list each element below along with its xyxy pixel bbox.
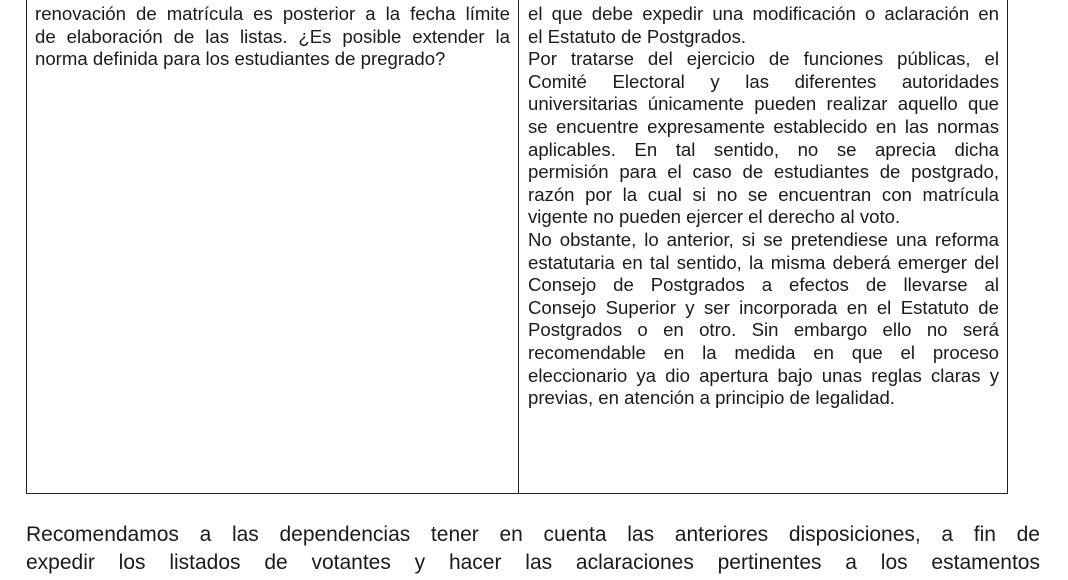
body-paragraph xyxy=(26,521,1040,577)
answer-line: recomendable en la medida en que el proceso xyxy=(528,341,999,363)
answer-line: el que debe expedir una modificación o aclaración en xyxy=(528,3,999,24)
answer-line: Consejo Superior y ser incorporada en el Estatuto de xyxy=(528,296,999,318)
answer-line: eleccionario ya dio apertura bajo unas reglas claras y xyxy=(528,364,999,386)
answer-line: el Estatuto de Postgrados. xyxy=(528,25,747,47)
answer-line: permisión para el caso de estudiantes de postgrado, xyxy=(528,161,999,183)
paragraph-line: Recomendamos a las dependencias tener en cuenta las anteriores disposiciones, a fin de xyxy=(26,523,1040,546)
question-line: norma definida para los estudiantes de pregrado? xyxy=(35,48,446,70)
answer-line: aplicables. En tal sentido, no se aprecia dicha xyxy=(528,138,999,160)
answer-line: previas, en atención a principio de legalidad. xyxy=(528,387,895,409)
document-table xyxy=(26,0,1008,494)
answer-line: se encuentre expresamente establecido en las normas xyxy=(528,115,999,137)
answer-line: Por tratarse del ejercicio de funciones públicas, el xyxy=(528,48,999,70)
answer-line: Comité Electoral y las diferentes autoridades xyxy=(528,70,999,92)
answer-line: estatutaria en tal sentido, la misma deberá emerger del xyxy=(528,251,999,273)
question-line: de elaboración de las listas. ¿Es posible extender la xyxy=(35,25,510,47)
answer-line: vigente no pueden ejercer el derecho al voto. xyxy=(528,206,901,228)
answer-line: razón por la cual si no se encuentran con matrícula xyxy=(528,183,999,205)
paragraph-line: expedir los listados de votantes y hacer las aclaraciones pertinentes a los estamentos xyxy=(26,551,1040,574)
table-cell-question xyxy=(27,0,519,493)
question-line: renovación de matrícula es posterior a la fecha límite xyxy=(35,3,510,24)
table-cell-answer xyxy=(519,0,1007,493)
answer-line: Postgrados o en otro. Sin embargo ello no será xyxy=(528,319,999,341)
answer-line: No obstante, lo anterior, si se pretendiese una reforma xyxy=(528,228,999,250)
answer-line: universitarias únicamente pueden realizar aquello que xyxy=(528,93,999,115)
answer-line: Consejo de Postgrados a efectos de llevarse al xyxy=(528,274,999,296)
